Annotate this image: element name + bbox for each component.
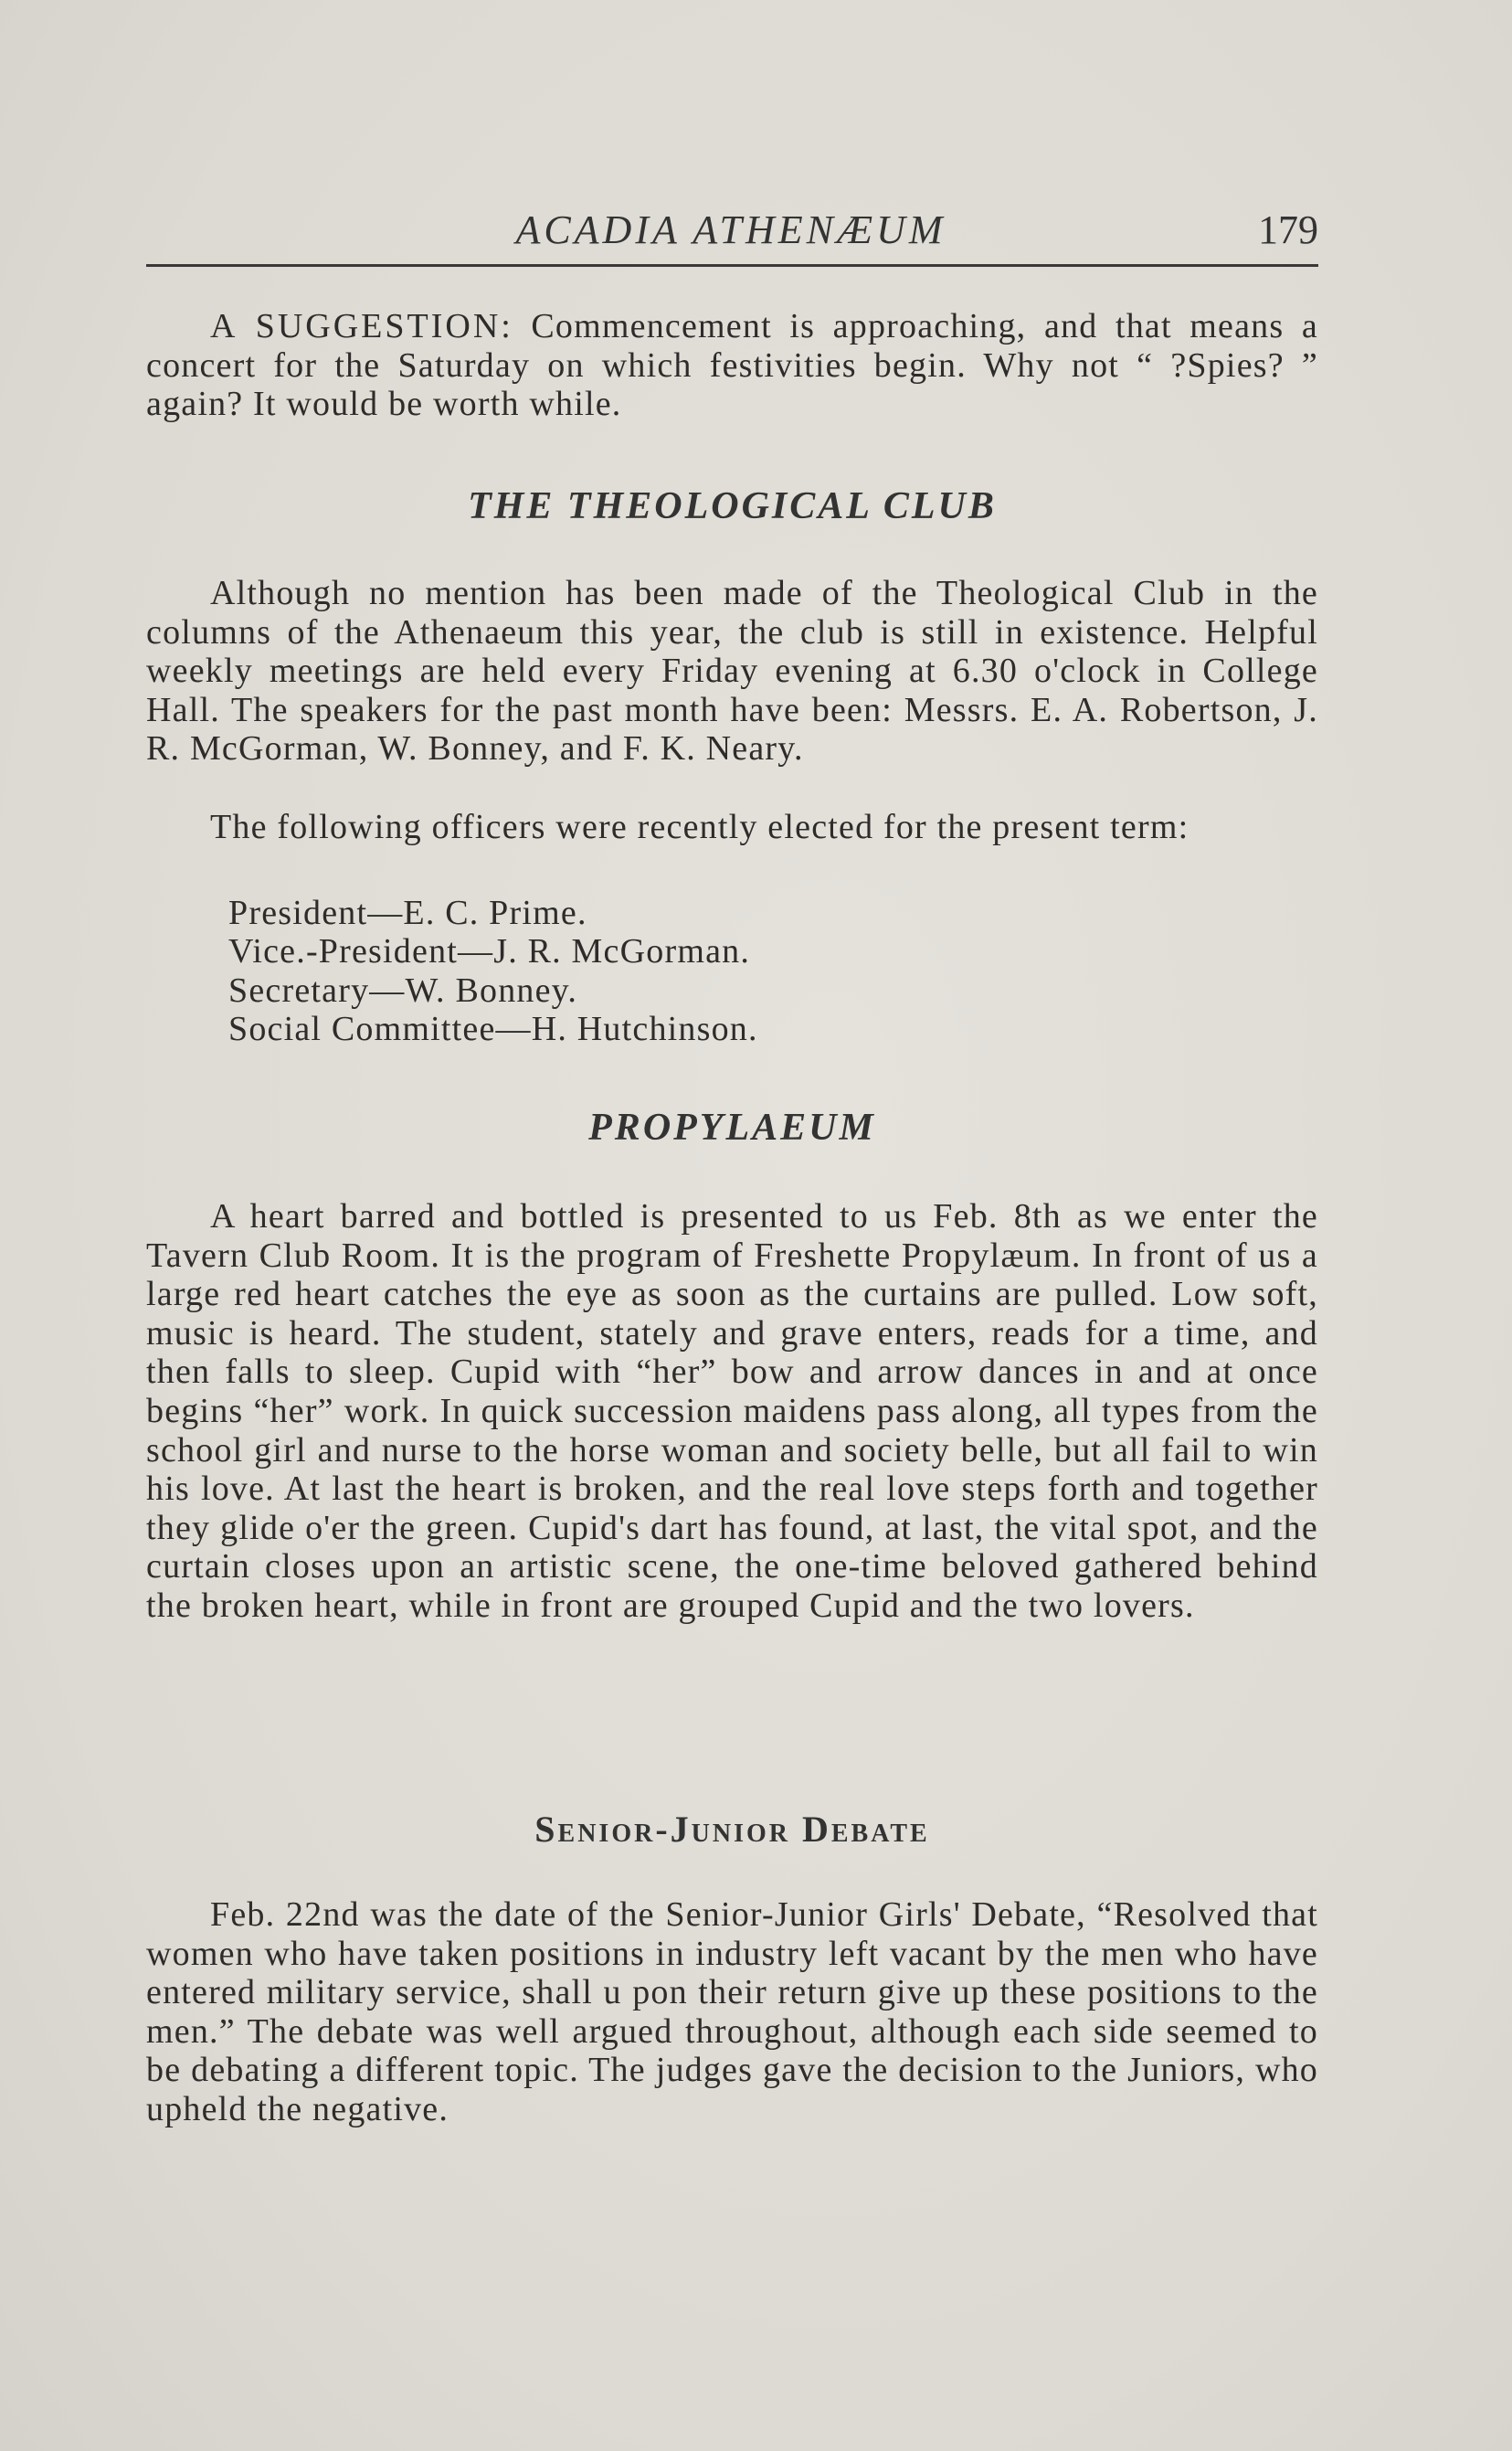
suggestion-paragraph — [146, 307, 1318, 424]
page-number: 179 — [1258, 207, 1318, 252]
debate-paragraph: Feb. 22nd was the date of the Senior-Junior Girls' Debate, “Resolved that women who have taken positions in industry left vacant by the men who have entered military service, shall u pon their return give up these positions to the men.” The debate was well argued throughout, although each side seemed to be debating a different topic. The judges gave the decision to the Juniors, who upheld the negative. — [146, 1895, 1318, 2128]
propylaeum-paragraph: A heart barred and bottled is presented to us Feb. 8th as we enter the Tavern Club Room. It is the program of Freshette Propylæum. In front of us a large red heart catches the eye as soon as the curtains are pulled. Low soft, music is heard. The student, stately and grave enters, reads for a time, and then falls to sleep. Cupid with “her” bow and arrow dances in and at once begins “her” work. In quick succession maidens pass along, all types from the school girl and nurse to the horse woman and society belle, but all fail to win his love. At last the heart is broken, and the real love steps forth and together they glide o'er the green. Cupid's dart has found, at last, the vital spot, and the curtain closes upon an artistic scene, the one-time beloved gathered behind the broken heart, while in front are grouped Cupid and the two lovers. — [146, 1197, 1318, 1625]
suggestion-text: Commencement is approaching, and that means a concert for the Saturday on which festivities begin. Why not “ ?Spies? ” again? It would be worth while. — [146, 307, 1318, 424]
officer-social-committee: Social Committee—H. Hutchinson. — [228, 1010, 758, 1048]
officer-vice-president: Vice.-President—J. R. McGorman. — [228, 932, 751, 971]
suggestion-lead: A SUGGESTION: — [210, 307, 513, 345]
propylaeum-heading: PROPYLAEUM — [588, 1107, 876, 1149]
debate-heading: Senior-Junior Debate — [534, 1809, 930, 1850]
theological-club-paragraph: Although no mention has been made of the Theological Club in the columns of the Athenaeum this year, the club is still in existence. Helpful weekly meetings are held every Friday evening at 6.30 o'clock in College Hall. The speakers for the past month have been: Messrs. E. A. Robertson, J. R. McGorman, W. Bonney, and F. K. Neary. — [146, 574, 1318, 769]
header-rule — [146, 264, 1318, 267]
page-header — [146, 207, 1318, 258]
officers-intro-paragraph: The following officers were recently elected for the present term: — [210, 808, 1190, 846]
running-title: ACADIA ATHENÆUM — [515, 207, 946, 252]
officer-president: President—E. C. Prime. — [228, 894, 587, 932]
officer-secretary: Secretary—W. Bonney. — [228, 971, 578, 1010]
theological-club-heading: THE THEOLOGICAL CLUB — [468, 485, 997, 527]
